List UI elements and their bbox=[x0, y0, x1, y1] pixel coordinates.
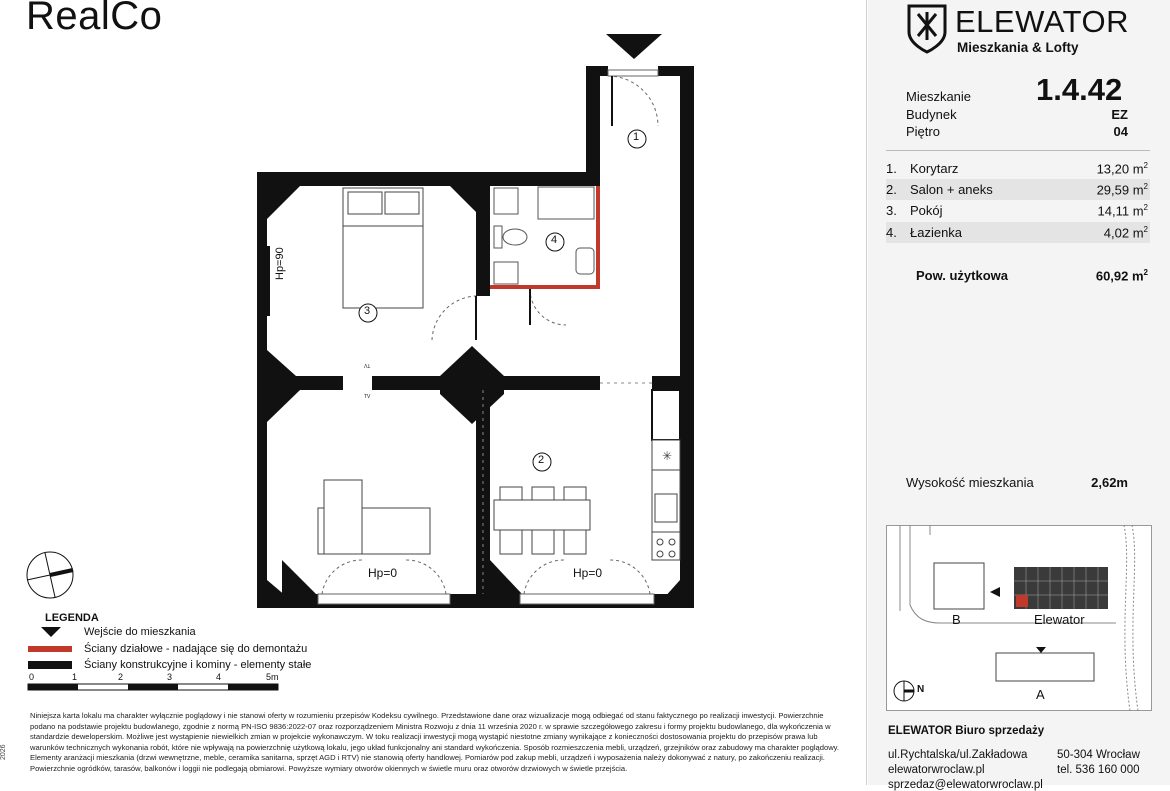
room-name: Pokój bbox=[910, 203, 943, 218]
room-area: 14,11 $m^2$ bbox=[1097, 202, 1148, 219]
sales-address: ul.Rychtalska/ul.Zakładowa bbox=[888, 749, 1028, 761]
height-label: Wysokość mieszkania bbox=[906, 475, 1034, 490]
entrance-marker-icon bbox=[606, 34, 662, 59]
tv-label: TV bbox=[364, 394, 371, 400]
building-value: EZ bbox=[1111, 107, 1128, 122]
legend-partition-label: Ściany działowe - nadające się do demontażu bbox=[84, 643, 308, 655]
legend-entrance-label: Wejście do mieszkania bbox=[84, 626, 196, 638]
room-name: Salon + aneks bbox=[910, 182, 993, 197]
legend-structural-label: Ściany konstrukcyjne i kominy - elementy stałe bbox=[84, 659, 312, 671]
window-height-label: Hp=0 bbox=[368, 566, 398, 580]
sales-office-title: ELEWATOR Biuro sprzedaży bbox=[888, 725, 1045, 737]
window-height-label: Hp=0 bbox=[573, 566, 603, 580]
compass-icon bbox=[27, 552, 73, 598]
legend-structural-swatch bbox=[28, 661, 72, 669]
sales-email[interactable]: sprzedaz@elewatorwroclaw.pl bbox=[888, 779, 1043, 791]
legend-entrance-icon bbox=[41, 627, 61, 637]
svg-text:✳: ✳ bbox=[662, 449, 673, 463]
entrance-door bbox=[608, 70, 658, 126]
legend-partition-swatch bbox=[28, 646, 72, 652]
site-building-b: B bbox=[952, 612, 961, 627]
room-no: 1. bbox=[886, 161, 897, 176]
height-value: 2,62m bbox=[1091, 475, 1128, 490]
side-year: 2026 bbox=[0, 744, 7, 760]
room-area: 29,59 $m^2$ bbox=[1096, 181, 1148, 198]
separator bbox=[886, 150, 1150, 151]
room-name: Łazienka bbox=[910, 225, 963, 240]
room-area: 13,20 $m^2$ bbox=[1096, 160, 1148, 177]
scale-tick: 5m bbox=[266, 672, 279, 682]
sales-phone[interactable]: tel. 536 160 000 bbox=[1057, 764, 1140, 776]
scale-tick: 4 bbox=[216, 672, 222, 682]
room-number: 1 bbox=[633, 131, 640, 143]
apartment-label: Mieszkanie bbox=[906, 89, 972, 104]
site-plan bbox=[886, 525, 1152, 711]
logo-subtitle: Mieszkania & Lofty bbox=[957, 40, 1079, 55]
scale-tick: 1 bbox=[72, 672, 78, 682]
floor-label: Piętro bbox=[906, 124, 940, 139]
usable-area-label: Pow. użytkowa bbox=[916, 268, 1008, 283]
usable-area-value: 60,92 $m^2$ bbox=[1095, 268, 1148, 284]
room-name: Korytarz bbox=[910, 161, 959, 176]
room-no: 3. bbox=[886, 203, 897, 218]
room-no: 2. bbox=[886, 182, 897, 197]
scale-bar bbox=[28, 684, 278, 690]
sales-postal: 50-304 Wrocław bbox=[1057, 749, 1140, 761]
room-no: 4. bbox=[886, 225, 897, 240]
bathroom-fixtures bbox=[494, 187, 594, 284]
room-area: 4,02 $m^2$ bbox=[1103, 224, 1148, 241]
scale-tick: 2 bbox=[118, 672, 124, 682]
realco-brand: RealCo bbox=[26, 0, 163, 38]
room-row bbox=[886, 222, 1150, 243]
bathroom-door bbox=[530, 289, 566, 325]
dining-table bbox=[494, 487, 590, 554]
building-label: Budynek bbox=[906, 107, 957, 122]
room-number: 2 bbox=[538, 454, 545, 466]
apartment-number: 1.4.42 bbox=[1036, 72, 1123, 107]
room3-door bbox=[432, 296, 476, 340]
elewator-emblem-icon bbox=[906, 2, 948, 54]
room-row bbox=[886, 179, 1150, 200]
room-number: 4 bbox=[551, 234, 558, 246]
site-building-a: A bbox=[1036, 687, 1045, 702]
site-building-elewator: Elewator bbox=[1034, 612, 1085, 627]
kitchen bbox=[652, 440, 680, 560]
site-north-label: N bbox=[917, 684, 925, 695]
disclaimer-text: Niniejsza karta lokalu ma charakter wyłącznie poglądowy i nie stanowi oferty w rozumieniu przepisów Kodeksu cywilnego. Przedstawione dane oraz wizualizacje mogą odbiegać od stanu faktycznego po realizacji inwestycji. Powierzchnie podano na podstawie projektu budowlanego, zgodnie z normą PN-ISO 9836:2022-07 oraz rozporządzeniem Ministra Rozwoju z dnia 11 września 2020 r. w sprawie szczegółowego zakresu i formy projektu budowlanego, dla wykończenia w standardzie deweloperskim. Możliwe jest wystąpienie niewielkich zmian w projekcie wykonawczym. W toku realizacji inwestycji mogą wystąpić niestotne zmiany wynikające z konieczności dostosowania projektu do przepisów prawa lub warunków technicznych wykonania robót, które nie wpływają na powierzchnię użytkową lokalu, jego układ funkcjonalny ani standard wykończenia. Sposób rozmieszczenia mebli, urządzeń, grzejników oraz zabudowy ma charakter poglądowy. Elementy aranżacji mieszkania (drzwi wewnętrzne, meble, ceramika sanitarna, sprzęt AGD i RTV) nie stanowią oferty handlowej. Pomiarów pod zakup mebli, urządzeń i wyposażenia należy dokonywać z natury, po zakończeniu realizacji. Powierzchnie ogródków, tarasów, balkonów i loggii nie podlegają obmiarowi. Powyższe wymiary otworów okiennych w świetle muru oraz otworów drzwiowych w świetle przejścia. bbox=[30, 711, 840, 773]
sales-website[interactable]: elewatorwroclaw.pl bbox=[888, 764, 985, 776]
panel-divider bbox=[866, 0, 867, 785]
room-number: 3 bbox=[364, 305, 371, 317]
room-row bbox=[886, 158, 1150, 179]
scale-tick: 0 bbox=[29, 672, 35, 682]
legend-title: LEGENDA bbox=[45, 612, 99, 624]
window-height-label: Hp=90 bbox=[274, 247, 286, 280]
logo-name: ELEWATOR bbox=[955, 4, 1129, 39]
tv-label: TV bbox=[364, 362, 371, 368]
room-row bbox=[886, 200, 1150, 221]
sofa bbox=[318, 480, 430, 554]
scale-tick: 3 bbox=[167, 672, 173, 682]
floor-value: 04 bbox=[1113, 124, 1128, 139]
bed bbox=[343, 188, 423, 308]
